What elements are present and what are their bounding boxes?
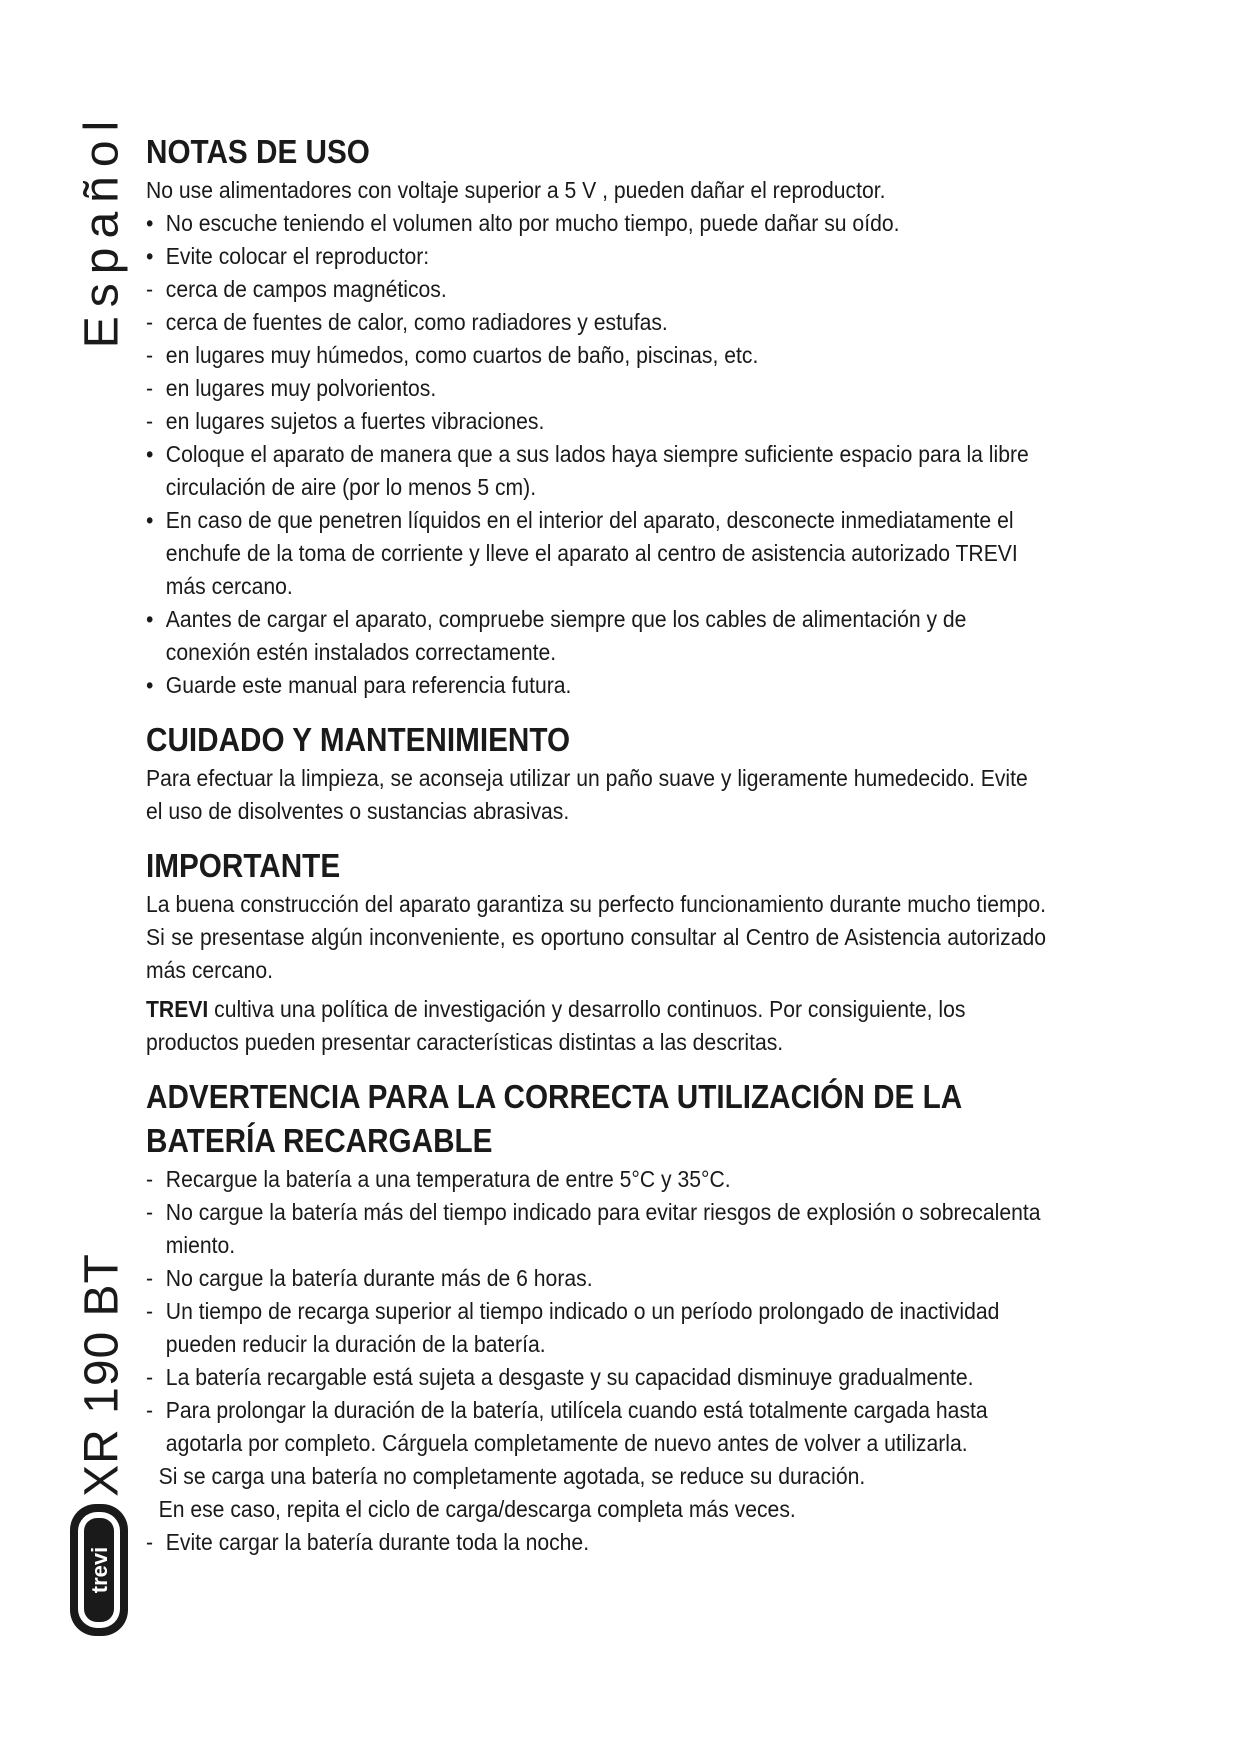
trevi-logo [66,1500,132,1640]
heading-notas: NOTAS DE USO [146,133,370,170]
list-item: - en lugares muy polvorientos. [146,375,437,401]
list-item: - No cargue la batería más del tiempo indicado para evitar riesgos de explosión o sobrecalenta miento. [146,1199,1041,1258]
cuidado-text: Para efectuar la limpieza, se aconseja utilizar un paño suave y ligeramente humedecido. Evite el uso de disolventes o sustancias abrasivas. [146,765,1028,824]
list-item: • Coloque el aparato de manera que a sus lados haya siempre suficiente espacio para la libre circulación de aire (por lo menos 5 cm). [146,441,1029,500]
model-label [62,1253,142,1497]
list-item: - La batería recargable está sujeta a desgaste y su capacidad disminuye gradualmente. [146,1364,974,1390]
importante-p2: TREVI cultiva una política de investigación y desarrollo continuos. Por consiguiente, los productos pueden presentar características distintas a las descritas. [146,996,966,1055]
list-item: • Evite colocar el reproductor: [146,243,430,269]
heading-importante: IMPORTANTE [146,847,341,884]
list-item: • No escuche teniendo el volumen alto por mucho tiempo, puede dañar su oído. [146,210,900,236]
bateria-note-2: En ese caso, repita el ciclo de carga/descarga completa más veces. [158,1496,796,1522]
list-item: - Para prolongar la duración de la batería, utilícela cuando está totalmente cargada hasta agotarla por completo. Cárguela completamente de nuevo antes de volver a utilizarla. [146,1397,988,1456]
notas-intro: No use alimentadores con voltaje superior a 5 V , pueden dañar el reproductor. [146,177,886,203]
list-item: - cerca de campos magnéticos. [146,276,447,302]
brand-name: TREVI [146,996,209,1022]
section-cuidado [146,718,1046,828]
document-body [146,130,1046,1575]
list-item: - No cargue la batería durante más de 6 horas. [146,1265,593,1291]
list-item: • Aantes de cargar el aparato, compruebe siempre que los cables de alimentación y de conexión estén instalados correctamente. [146,606,967,665]
list-item: - Un tiempo de recarga superior al tiempo indicado o un período prolongado de inactividad pueden reducir la duración de la batería. [146,1298,1000,1357]
trevi-logo-icon [66,1500,132,1640]
list-item: • Guarde este manual para referencia futura. [146,672,572,698]
bateria-note-1: Si se carga una batería no completamente agotada, se reduce su duración. [158,1463,866,1489]
section-bateria [146,1075,1046,1559]
svg-text:trevi: trevi [87,1546,112,1594]
heading-bateria: ADVERTENCIA PARA LA CORRECTA UTILIZACIÓN DE LA BATERÍA RECARGABLE [146,1078,962,1159]
section-notas [146,130,1046,702]
language-text: Español [75,111,129,349]
list-item: - Recargue la batería a una temperatura de entre 5°C y 35°C. [146,1166,731,1192]
importante-p1: La buena construcción del aparato garantiza su perfecto funcionamiento durante mucho tiempo. Si se presentase algún inconveniente, es oportuno consultar al Centro de Asistencia autorizado más cercano. [146,891,1046,983]
list-item: - Evite cargar la batería durante toda la noche. [146,1529,590,1555]
list-item: - en lugares muy húmedos, como cuartos de baño, piscinas, etc. [146,342,759,368]
language-label [62,111,142,349]
model-text: XR 190 BT [75,1253,129,1497]
list-item: - en lugares sujetos a fuertes vibraciones. [146,408,545,434]
list-item: • En caso de que penetren líquidos en el interior del aparato, desconecte inmediatamente el enchufe de la toma de corriente y lleve el aparato al centro de asistencia autorizado TREVI más cercano. [146,507,1018,599]
heading-cuidado: CUIDADO Y MANTENIMIENTO [146,721,571,758]
section-importante [146,844,1046,1059]
list-item: - cerca de fuentes de calor, como radiadores y estufas. [146,309,668,335]
